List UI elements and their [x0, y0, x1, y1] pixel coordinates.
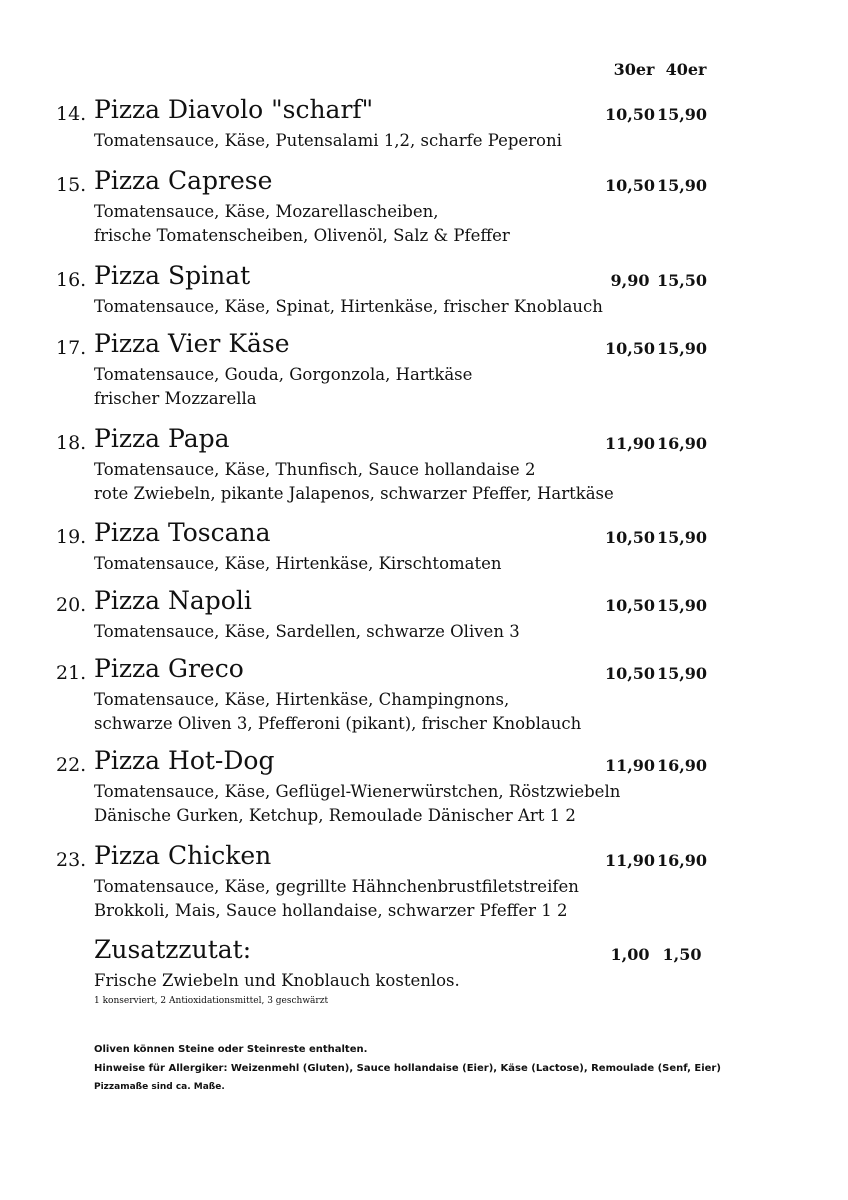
item-prices: [604, 271, 708, 290]
item-desc-line: Tomatensauce, Käse, Hirtenkäse, Champingnons,: [94, 690, 510, 709]
price-small: 10,50: [604, 596, 656, 615]
item-number: 23.: [56, 849, 87, 871]
item-description: [94, 875, 579, 923]
note-line: Hinweise für Allergiker: Weizenmehl (Gluten), Sauce hollandaise (Eier), Käse (Lactose), Remoulade (Senf, Eier): [94, 1063, 721, 1074]
price-large: 15,90: [656, 596, 708, 615]
item-name: Pizza Toscana: [94, 518, 271, 547]
item-description: [94, 688, 581, 736]
price-large: 15,90: [656, 105, 708, 124]
item-desc-line: Tomatensauce, Gouda, Gorgonzola, Hartkäse: [94, 365, 473, 384]
item-prices: [604, 105, 708, 124]
allergy-notes: [94, 1044, 721, 1100]
item-description: [94, 458, 614, 506]
item-desc-line: Tomatensauce, Käse, Hirtenkäse, Kirschtomaten: [94, 554, 502, 573]
price-small: 10,50: [604, 105, 656, 124]
item-number: 16.: [56, 269, 87, 291]
item-number: 22.: [56, 754, 87, 776]
item-prices: [604, 176, 708, 195]
size-large-label: 40er: [665, 60, 707, 79]
item-number: 18.: [56, 432, 87, 454]
item-desc-line: Tomatensauce, Käse, Thunfisch, Sauce hollandaise 2: [94, 460, 536, 479]
item-number: 19.: [56, 526, 87, 548]
item-description: [94, 620, 520, 644]
price-large: 15,90: [656, 664, 708, 683]
item-number: 14.: [56, 103, 87, 125]
item-desc-line: rote Zwiebeln, pikante Jalapenos, schwarzer Pfeffer, Hartkäse: [94, 484, 614, 503]
extra-description: Frische Zwiebeln und Knoblauch kostenlos.: [94, 971, 460, 990]
item-number: 17.: [56, 337, 87, 359]
extra-prices: [604, 945, 708, 964]
item-desc-line: schwarze Oliven 3, Pfefferoni (pikant), frischer Knoblauch: [94, 714, 582, 733]
price-large: 16,90: [656, 851, 708, 870]
price-small: 10,50: [604, 664, 656, 683]
size-small-label: 30er: [613, 60, 655, 79]
price-small: 1,00: [610, 945, 650, 964]
item-desc-line: Brokkoli, Mais, Sauce hollandaise, schwarzer Pfeffer 1 2: [94, 901, 568, 920]
item-desc-line: Tomatensauce, Käse, Spinat, Hirtenkäse, frischer Knoblauch: [94, 297, 603, 316]
price-small: 11,90: [604, 434, 656, 453]
item-desc-line: frischer Mozzarella: [94, 389, 257, 408]
note-line: Oliven können Steine oder Steinreste enthalten.: [94, 1044, 368, 1055]
price-large: 15,90: [656, 339, 708, 358]
item-description: [94, 295, 603, 319]
item-prices: [604, 596, 708, 615]
price-small: 10,50: [604, 339, 656, 358]
item-prices: [604, 756, 708, 775]
price-large: 16,90: [656, 756, 708, 775]
item-name: Pizza Caprese: [94, 166, 273, 195]
item-desc-line: Tomatensauce, Käse, Mozarellascheiben,: [94, 202, 439, 221]
item-name: Pizza Hot-Dog: [94, 746, 275, 775]
item-description: [94, 129, 562, 153]
price-small: 10,50: [604, 176, 656, 195]
price-large: 15,50: [656, 271, 708, 290]
price-small: 10,50: [604, 528, 656, 547]
price-small: 11,90: [604, 851, 656, 870]
item-number: 21.: [56, 662, 87, 684]
item-desc-line: Tomatensauce, Käse, gegrillte Hähnchenbrustfiletstreifen: [94, 877, 579, 896]
item-desc-line: frische Tomatenscheiben, Olivenöl, Salz & Pfeffer: [94, 226, 510, 245]
item-name: Pizza Greco: [94, 654, 244, 683]
item-number: 15.: [56, 174, 87, 196]
item-name: Pizza Spinat: [94, 261, 251, 290]
item-desc-line: Tomatensauce, Käse, Geflügel-Wienerwürstchen, Röstzwiebeln: [94, 782, 621, 801]
price-large: 15,90: [656, 528, 708, 547]
note-line: Pizzamaße sind ca. Maße.: [94, 1082, 225, 1092]
item-name: Pizza Chicken: [94, 841, 272, 870]
item-prices: [604, 434, 708, 453]
additive-footnote: 1 konserviert, 2 Antioxidationsmittel, 3 geschwärzt: [94, 996, 329, 1006]
item-name: Pizza Diavolo "scharf": [94, 95, 374, 124]
price-large: 16,90: [656, 434, 708, 453]
item-description: [94, 780, 620, 828]
price-large: 15,90: [656, 176, 708, 195]
item-description: [94, 200, 510, 248]
item-desc-line: Dänische Gurken, Ketchup, Remoulade Dänischer Art 1 2: [94, 806, 576, 825]
item-prices: [604, 851, 708, 870]
price-large: 1,50: [662, 945, 702, 964]
item-name: Pizza Vier Käse: [94, 329, 290, 358]
item-prices: [604, 339, 708, 358]
size-header: [608, 60, 712, 79]
price-small: 9,90: [610, 271, 650, 290]
item-desc-line: Tomatensauce, Käse, Putensalami 1,2, scharfe Peperoni: [94, 131, 562, 150]
item-prices: [604, 528, 708, 547]
item-desc-line: Tomatensauce, Käse, Sardellen, schwarze Oliven 3: [94, 622, 520, 641]
item-name: Pizza Napoli: [94, 586, 252, 615]
item-prices: [604, 664, 708, 683]
price-small: 11,90: [604, 756, 656, 775]
item-name: Pizza Papa: [94, 424, 230, 453]
extra-title: Zusatzzutat:: [94, 935, 252, 964]
item-description: [94, 363, 472, 411]
item-number: 20.: [56, 594, 87, 616]
item-description: [94, 552, 502, 576]
